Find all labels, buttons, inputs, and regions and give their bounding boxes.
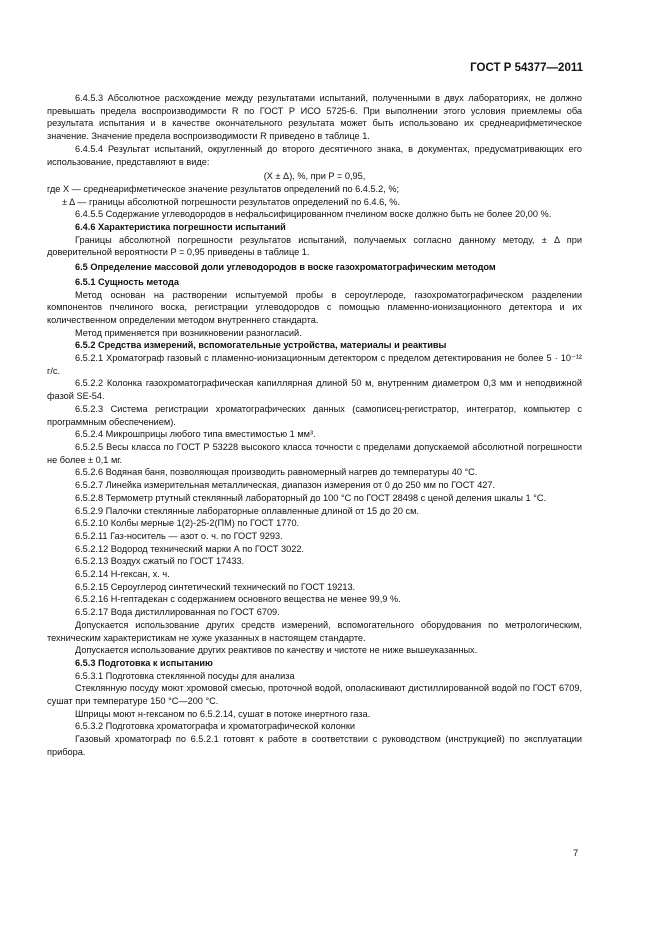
paragraph: ± Δ — границы абсолютной погрешности результатов определений по 6.4.6, %. — [62, 196, 401, 207]
paragraph: Метод основан на растворении испытуемой пробы в сероуглероде, газохроматографическом разделении компонентов пчелиного воска, регистрации углеводородов с помощью пламенно-ионизационного детектора и их количественном определении методом внутреннего стандарта. — [47, 289, 582, 325]
formula: (X ± Δ), %, при P = 0,95, — [263, 171, 366, 182]
paragraph: Допускается использование других реактивов по качеству и чистоте не ниже вышеуказанных. — [75, 645, 478, 656]
section-heading: 6.5.2 Средства измерений, вспомогательные устройства, материалы и реактивы — [75, 340, 447, 351]
section-heading: 6.5.1 Сущность метода — [75, 276, 179, 287]
paragraph: 6.5.2.11 Газ-носитель — азот о. ч. по ГОСТ 9293. — [75, 530, 283, 541]
paragraph: 6.5.2.9 Палочки стеклянные лабораторные оплавленные длиной от 15 до 20 см. — [75, 505, 419, 516]
paragraph: Газовый хроматограф по 6.5.2.1 готовят к работе в соответствии с руководством (инструкцией) по эксплуатации прибора. — [47, 734, 582, 757]
paragraph: 6.5.2.12 Водород технический марки А по ГОСТ 3022. — [75, 543, 304, 554]
paragraph: 6.5.2.7 Линейка измерительная металлическая, диапазон измерения от 0 до 250 мм по ГОСТ 427. — [75, 480, 496, 491]
paragraph: Шприцы моют н-гексаном по 6.5.2.14, сушат в потоке инертного газа. — [75, 708, 371, 719]
paragraph: 6.4.5.5 Содержание углеводородов в нефальсифицированном пчелином воске должно быть не более 20,00 %. — [75, 209, 552, 220]
paragraph: 6.5.2.3 Система регистрации хроматографических данных (самописец-регистратор, интегратор, компьютер с программным обеспечением). — [47, 403, 582, 427]
section-heading: 6.4.6 Характеристика погрешности испытаний — [75, 222, 286, 233]
section-heading: 6.5.3 Подготовка к испытанию — [75, 657, 213, 668]
paragraph: Допускается использование других средств измерений, вспомогательного оборудования по метрологическим, техническим характеристикам не хуже указанных в настоящем стандарте. — [47, 619, 582, 643]
paragraph: 6.5.2.14 Н-гексан, х. ч. — [75, 569, 170, 580]
paragraph: 6.5.3.1 Подготовка стеклянной посуды для анализа — [75, 670, 295, 681]
paragraph: 6.5.2.1 Хроматограф газовый с пламенно-ионизационным детектором с пределом детектирования не более 5 · 10⁻¹² г/с. — [47, 353, 582, 376]
paragraph: 6.5.2.10 Колбы мерные 1(2)-25-2(ПМ) по ГОСТ 1770. — [75, 518, 300, 529]
document-id: ГОСТ Р 54377—2011 — [470, 62, 583, 74]
paragraph: где X — среднеарифметическое значение результатов определений по 6.4.5.2, %; — [47, 183, 400, 194]
paragraph: 6.5.2.8 Термометр ртутный стеклянный лабораторный до 100 °С по ГОСТ 28498 с ценой деления шкалы 1 °С. — [75, 492, 547, 503]
paragraph: 6.5.2.2 Колонка газохроматографическая капиллярная длиной 50 м, внутренним диаметром 0,3 мм и неподвижной фазой SE-54. — [47, 378, 582, 402]
paragraph: 6.5.2.13 Воздух сжатый по ГОСТ 17433. — [75, 556, 245, 567]
paragraph: Границы абсолютной погрешности результатов испытаний, получаемых согласно данному методу, ± Δ при доверительной вероятности P = 0,95 приведены в таблице 1. — [47, 234, 582, 258]
paragraph: 6.5.2.16 Н-гептадекан с содержанием основного вещества не менее 99,9 %. — [75, 594, 401, 605]
paragraph: 6.5.2.5 Весы класса по ГОСТ Р 53228 высокого класса точности с пределами допускаемой абсолютной погрешности не более ± 0,1 мг. — [47, 441, 582, 465]
paragraph: Стеклянную посуду моют хромовой смесью, проточной водой, ополаскивают дистиллированной водой по ГОСТ 6709, сушат при температуре 150 °С—200 °С. — [47, 683, 582, 707]
paragraph: Метод применяется при возникновении разногласий. — [75, 327, 302, 338]
paragraph: 6.5.2.4 Микрошприцы любого типа вместимостью 1 мм³. — [75, 429, 316, 440]
document-body — [47, 92, 582, 759]
page-number: 7 — [573, 848, 579, 859]
paragraph: 6.5.3.2 Подготовка хроматографа и хроматографической колонки — [75, 721, 356, 732]
paragraph: 6.5.2.6 Водяная баня, позволяющая производить равномерный нагрев до температуры 40 °С. — [75, 467, 478, 478]
paragraph: 6.4.5.3 Абсолютное расхождение между результатами испытаний, полученными в двух лабораториях, не должно превышать предела воспроизводимости R по ГОСТ Р ИСО 5725-6. При выполнении этого условия приемлемы оба результата испытания и в качестве окончательного результата может быть использовано их среднеарифметическое значение. Значение предела воспроизводимости R приведено в таблице 1. — [47, 93, 582, 142]
paragraph: 6.5.2.17 Вода дистиллированная по ГОСТ 6709. — [75, 607, 280, 618]
section-heading: 6.5 Определение массовой доли углеводородов в воске газохроматографическим методом — [75, 262, 496, 273]
paragraph: 6.4.5.4 Результат испытаний, округленный до второго десятичного знака, в документах, предусматривающих его использование, представляют в виде: — [47, 143, 582, 167]
paragraph: 6.5.2.15 Сероуглерод синтетический технический по ГОСТ 19213. — [75, 581, 356, 592]
